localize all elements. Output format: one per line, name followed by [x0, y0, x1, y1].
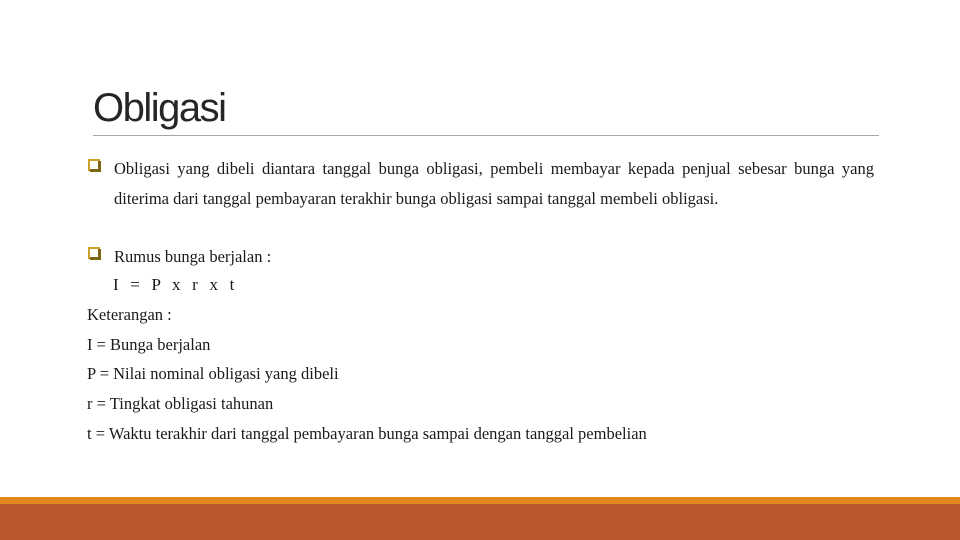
- bullet-text: Rumus bunga berjalan :: [114, 247, 272, 266]
- title-divider: [93, 135, 879, 136]
- note-line-i: I = Bunga berjalan: [87, 335, 211, 354]
- notes-heading: Keterangan :: [87, 305, 172, 324]
- note-line-t: t = Waktu terakhir dari tanggal pembayaran bunga sampai dengan tanggal pembelian: [87, 424, 647, 443]
- note-line-r: r = Tingkat obligasi tahunan: [87, 394, 274, 413]
- note-line-p: P = Nilai nominal obligasi yang dibeli: [87, 364, 339, 383]
- footer-accent-bar: [0, 504, 960, 540]
- slide-title: Obligasi: [93, 86, 226, 130]
- bullet-text: Obligasi yang dibeli diantara tanggal bunga obligasi, pembeli membayar kepada penjual sebesar bunga yang diterima dari tanggal pembayaran terakhir bunga obligasi sampai tanggal membeli obligasi.: [114, 159, 874, 208]
- square-bullet-icon: [88, 247, 100, 259]
- square-bullet-icon: [88, 159, 100, 171]
- footer-accent-bar-thin: [0, 497, 960, 504]
- interest-formula: I = P x r x t: [113, 275, 238, 294]
